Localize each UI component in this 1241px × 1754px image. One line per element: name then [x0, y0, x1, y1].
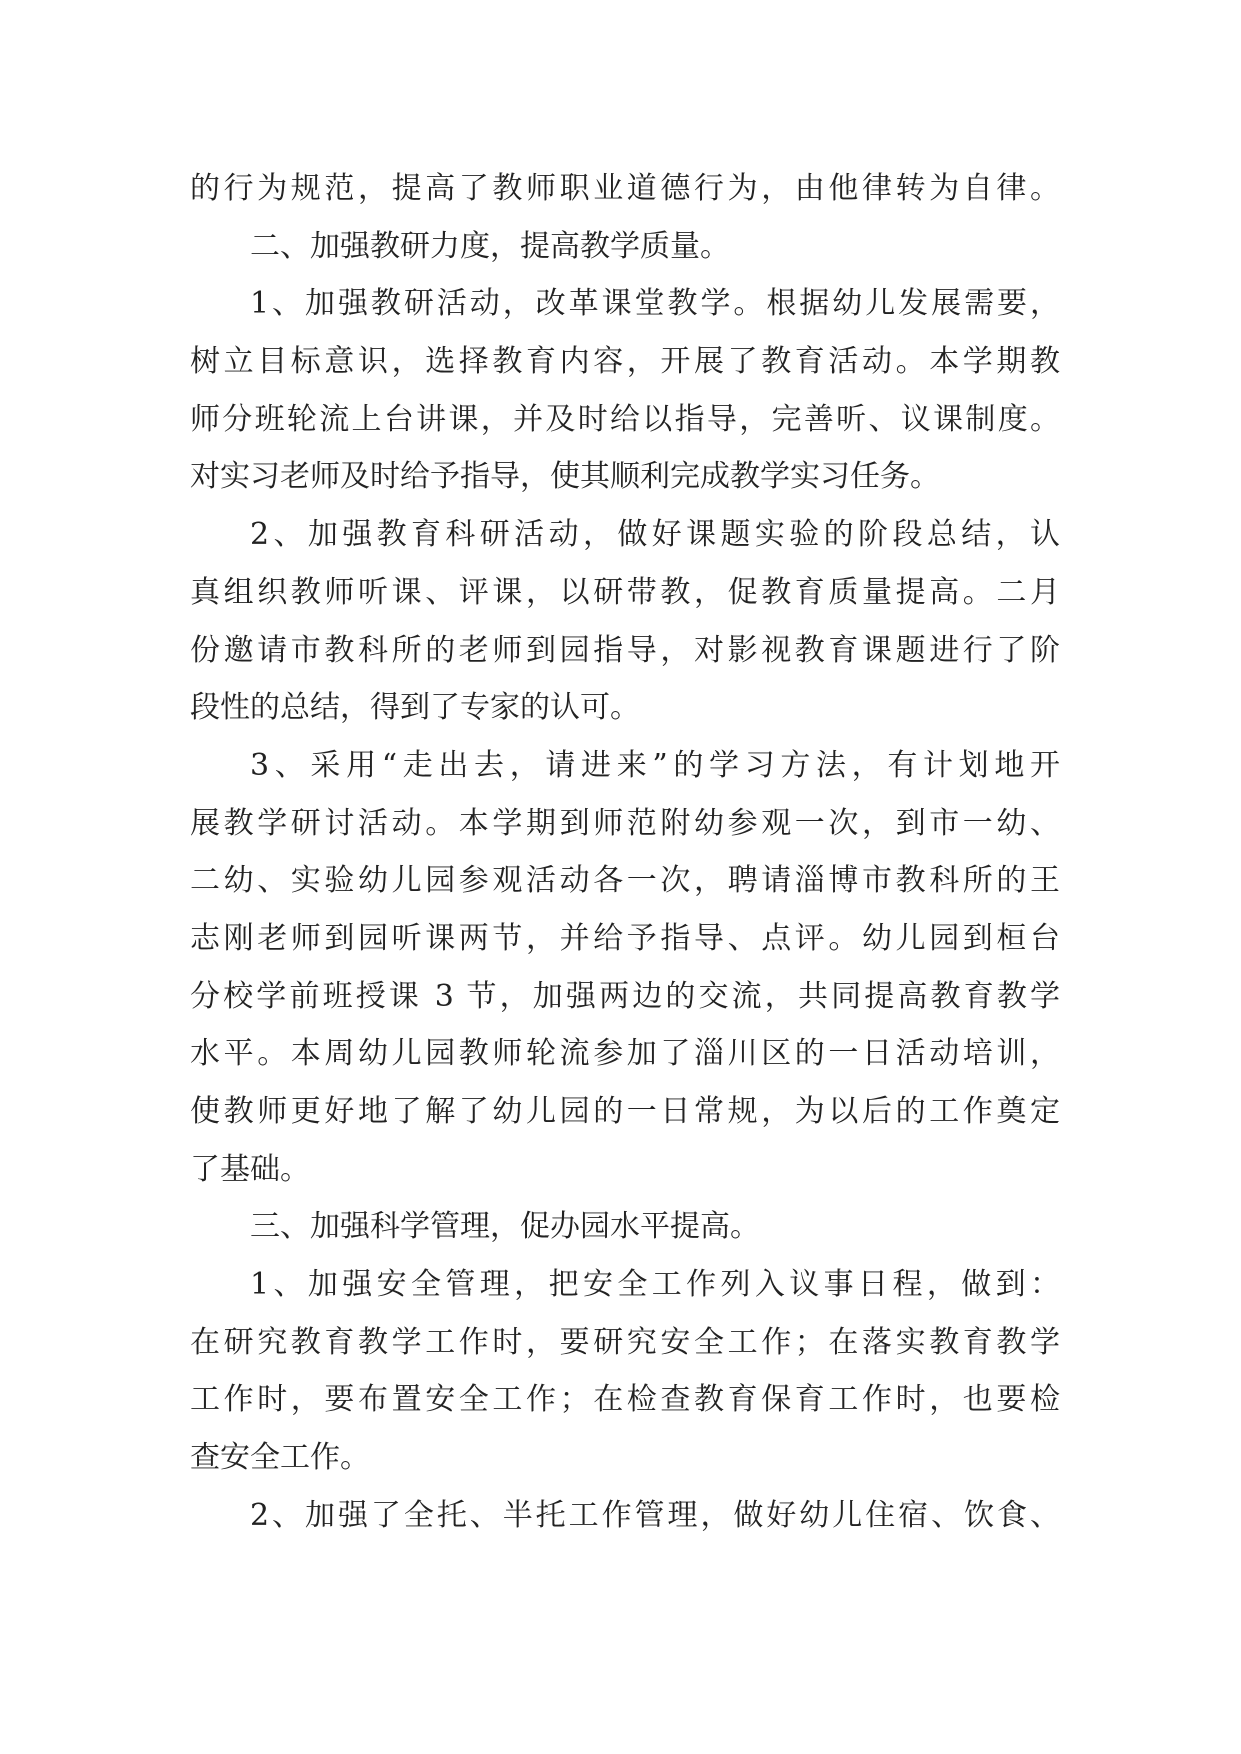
text-line: 水平。本周幼儿园教师轮流参加了淄川区的一日活动培训，: [190, 1036, 1060, 1072]
document-body: [190, 160, 1060, 1545]
text-line: 1、加强教研活动，改革课堂教学。根据幼儿发展需要，: [250, 286, 1060, 322]
text-line: 份邀请市教科所的老师到园指导，对影视教育课题进行了阶: [190, 632, 1060, 668]
text-line: 二幼、实验幼儿园参观活动各一次，聘请淄博市教科所的王: [190, 863, 1060, 899]
text-line: 3、采用“走出去，请进来”的学习方法，有计划地开: [250, 747, 1060, 783]
text-line: 段性的总结，得到了专家的认可。: [190, 690, 640, 726]
text-line: 真组织教师听课、评课，以研带教，促教育质量提高。二月: [190, 574, 1060, 610]
text-line: 师分班轮流上台讲课，并及时给以指导，完善听、议课制度。: [190, 401, 1060, 437]
text-line: 的行为规范，提高了教师职业道德行为，由他律转为自律。: [190, 171, 1060, 206]
text-line: 展教学研讨活动。本学期到师范附幼参观一次，到市一幼、: [190, 805, 1060, 841]
text-line: 2、加强了全托、半托工作管理，做好幼儿住宿、饮食、: [250, 1497, 1060, 1533]
text-line: 工作时，要布置安全工作；在检查教育保育工作时，也要检: [190, 1382, 1060, 1418]
text-line: 三、加强科学管理，促办园水平提高。: [250, 1209, 760, 1245]
text-line: 在研究教育教学工作时，要研究安全工作；在落实教育教学: [190, 1324, 1060, 1360]
text-line: 了基础。: [190, 1151, 310, 1187]
text-line: 1、加强安全管理，把安全工作列入议事日程，做到：: [250, 1267, 1060, 1303]
text-line: 志刚老师到园听课两节，并给予指导、点评。幼儿园到桓台: [190, 920, 1060, 956]
text-line: 分校学前班授课 3 节，加强两边的交流，共同提高教育教学: [190, 978, 1060, 1014]
text-line: 二、加强教研力度，提高教学质量。: [250, 228, 730, 264]
text-line: 对实习老师及时给予指导，使其顺利完成教学实习任务。: [190, 459, 940, 495]
text-line: 查安全工作。: [190, 1440, 370, 1476]
text-line: 2、加强教育科研活动，做好课题实验的阶段总结，认: [250, 517, 1060, 553]
text-line: 使教师更好地了解了幼儿园的一日常规，为以后的工作奠定: [190, 1094, 1060, 1129]
text-line: 树立目标意识，选择教育内容，开展了教育活动。本学期教: [190, 344, 1060, 380]
